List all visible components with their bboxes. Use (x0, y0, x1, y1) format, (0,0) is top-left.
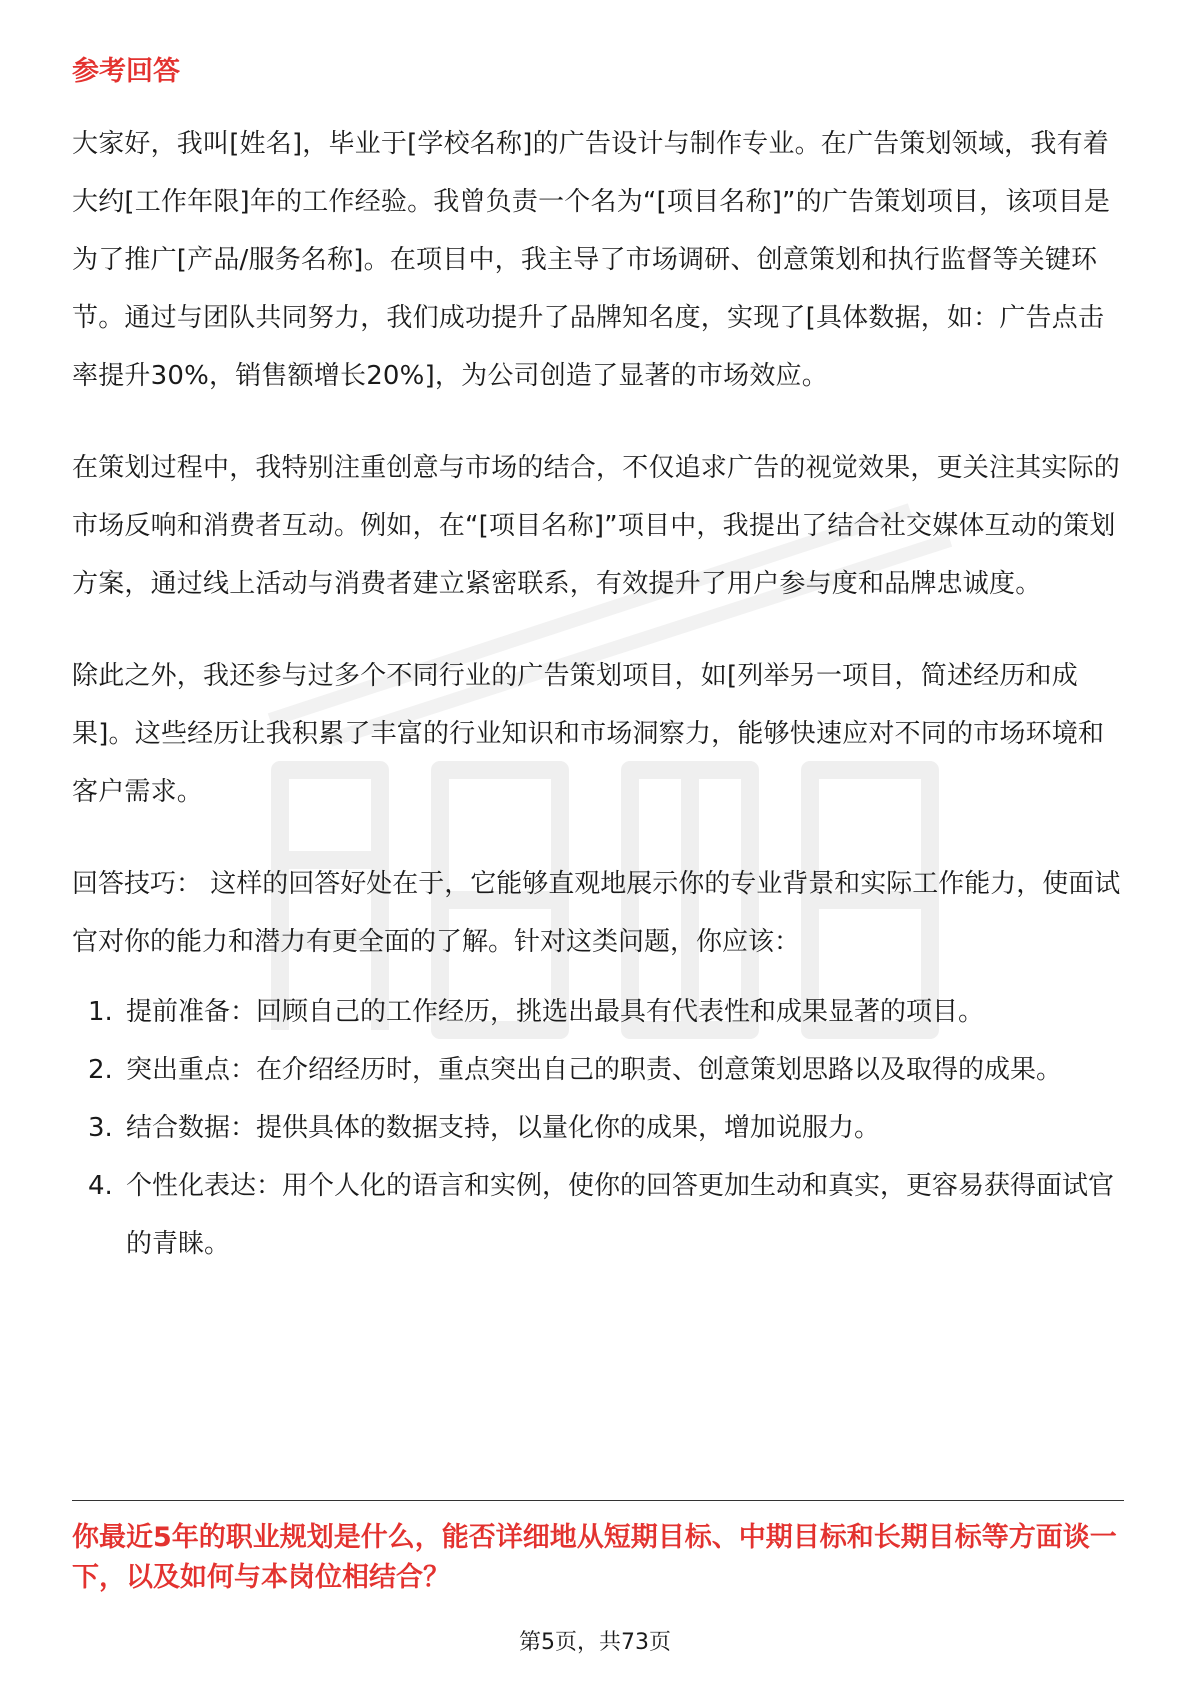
answer-paragraph-1: 大家好，我叫[姓名]，毕业于[学校名称]的广告设计与制作专业。在广告策划领域，我有着大约[工作年限]年的工作经验。我曾负责一个名为“[项目名称]”的广告策划项目，该项目是为了推广[产品/服务名称]。在项目中，我主导了市场调研、创意策划和执行监督等关键环节。通过与团队共同努力，我们成功提升了品牌知名度，实现了[具体数据，如：广告点击率提升30%，销售额增长20%]，为公司创造了显著的市场效应。 (72, 129, 1111, 391)
list-item (72, 983, 1122, 1041)
section-divider (72, 1500, 1124, 1501)
list-item (72, 1099, 1122, 1157)
list-item-text: 突出重点：在介绍经历时，重点突出自己的职责、创意策划思路以及取得的成果。 (126, 1055, 1063, 1085)
answer-paragraph-3: 除此之外，我还参与过多个不同行业的广告策划项目，如[列举另一项目，简述经历和成果]。这些经历让我积累了丰富的行业知识和市场洞察力，能够快速应对不同的市场环境和客户需求。 (72, 661, 1105, 807)
section-title: 参考回答 (72, 56, 180, 87)
list-number: 1. (88, 997, 113, 1027)
tips-intro: 回答技巧： 这样的回答好处在于，它能够直观地展示你的专业背景和实际工作能力，使面试官对你的能力和潜力有更全面的了解。针对这类问题，你应该： (72, 869, 1121, 957)
list-number: 3. (88, 1113, 113, 1143)
list-number: 4. (88, 1171, 113, 1201)
list-number: 2. (88, 1055, 113, 1085)
answer-content (72, 115, 1122, 1273)
page-footer: 第5页，共73页 (519, 1630, 671, 1655)
list-item (72, 1157, 1122, 1273)
list-item-text: 结合数据：提供具体的数据支持，以量化你的成果，增加说服力。 (126, 1113, 881, 1143)
list-item-text: 提前准备：回顾自己的工作经历，挑选出最具有代表性和成果显著的项目。 (126, 997, 985, 1027)
list-item (72, 1041, 1122, 1099)
answer-paragraph-2: 在策划过程中，我特别注重创意与市场的结合，不仅追求广告的视觉效果，更关注其实际的市场反响和消费者互动。例如，在“[项目名称]”项目中，我提出了结合社交媒体互动的策划方案，通过线上活动与消费者建立紧密联系，有效提升了用户参与度和品牌忠诚度。 (72, 453, 1121, 599)
list-item-text: 个性化表达：用个人化的语言和实例，使你的回答更加生动和真实，更容易获得面试官的青睐。 (126, 1171, 1115, 1259)
next-question: 你最近5年的职业规划是什么，能否详细地从短期目标、中期目标和长期目标等方面谈一下，以及如何与本岗位相结合？ (72, 1522, 1117, 1593)
tips-list (72, 983, 1122, 1273)
